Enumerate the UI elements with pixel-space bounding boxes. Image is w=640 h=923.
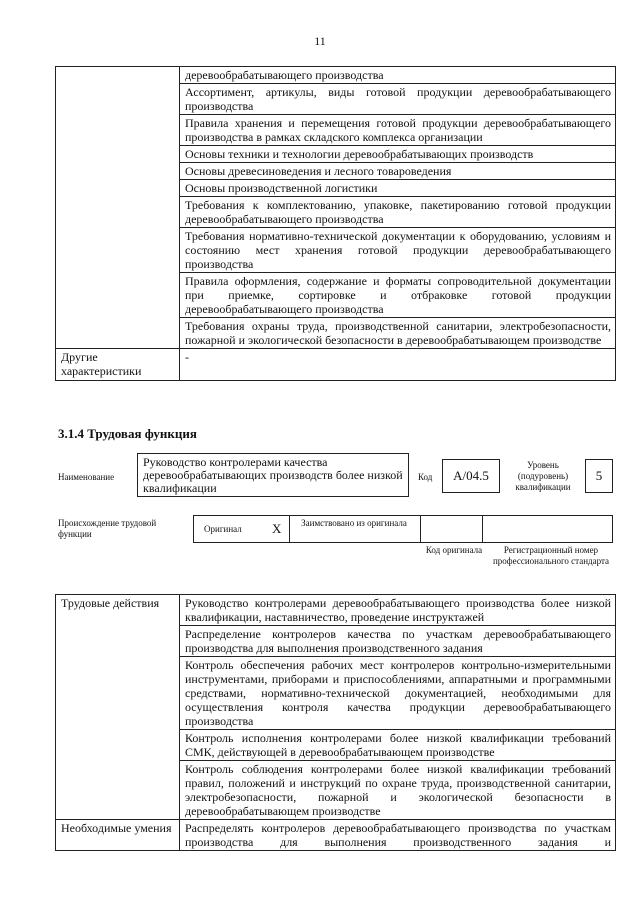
knowledge-item: Основы производственной логистики bbox=[180, 180, 616, 197]
knowledge-item: деревообрабатывающего производства bbox=[180, 67, 616, 84]
function-name-value: Руководство контролерами качества деревообрабатывающих производств более низкой квалификации bbox=[143, 455, 403, 495]
origin-divider bbox=[289, 516, 290, 542]
knowledge-item: Правила оформления, содержание и форматы сопроводительной документации при приемке, сортировке и отбраковке готовой продукции деревообрабатывающего производства bbox=[180, 273, 616, 318]
other-characteristics-label: Другие характеристики bbox=[56, 349, 180, 381]
skills-label: Необходимые умения bbox=[56, 820, 180, 851]
labor-action-item: Руководство контролерами деревообрабатывающего производства более низкой квалификации, наставничество, проведение инструктажей bbox=[180, 595, 616, 626]
level-value: 5 bbox=[595, 468, 603, 483]
code-label: Код bbox=[418, 472, 433, 482]
labor-actions-label: Трудовые действия bbox=[56, 595, 180, 820]
labor-action-item: Контроль соблюдения контролерами более низкой квалификации требований правил, положений и инструкций по охране труда, производственной санитарии, электробезопасности, пожарной и экологической безопасности в деревообрабатывающем производстве bbox=[180, 761, 616, 820]
level-label: Уровень (подуровень) квалификации bbox=[515, 460, 571, 492]
code-value: A/04.5 bbox=[453, 468, 489, 483]
other-characteristics-value: - bbox=[180, 349, 616, 381]
knowledge-item: Основы техники и технологии деревообрабатывающих производств bbox=[180, 146, 616, 163]
code-caption: Код оригинала bbox=[425, 545, 483, 555]
page-number: 11 bbox=[314, 34, 326, 48]
knowledge-item: Правила хранения и перемещения готовой продукции деревообрабатывающего производства в рамках складского комплекса организации bbox=[180, 115, 616, 146]
labor-action-item: Распределение контролеров качества по участкам деревообрабатывающего производства для выполнения производственного задания bbox=[180, 626, 616, 657]
origin-divider bbox=[420, 516, 421, 542]
origin-label: Происхождение трудовой функции bbox=[58, 518, 157, 539]
original-mark: X bbox=[272, 521, 282, 536]
function-name-box bbox=[137, 453, 409, 497]
knowledge-item: Требования нормативно-технической документации к оборудованию, условиям и состоянию мест хранения готовой продукции деревообрабатывающего производства bbox=[180, 228, 616, 273]
section-title: 3.1.4 Трудовая функция bbox=[58, 426, 197, 441]
labor-action-item: Контроль исполнения контролерами более низкой квалификации требований СМК, действующей в деревообрабатывающем производстве bbox=[180, 730, 616, 761]
borrowed-label: Заимствовано из оригинала bbox=[301, 518, 407, 528]
knowledge-item: Требования к комплектованию, упаковке, пакетированию готовой продукции деревообрабатывающего производства bbox=[180, 197, 616, 228]
labor-actions-table bbox=[55, 594, 616, 851]
origin-box bbox=[193, 515, 613, 543]
knowledge-label-cell bbox=[56, 67, 180, 349]
knowledge-item: Требования охраны труда, производственной санитарии, электробезопасности, пожарной и экологической безопасности в деревообрабатывающем производстве bbox=[180, 318, 616, 349]
skill-item: Распределять контролеров деревообрабатывающего производства по участкам производства для выполнения производственного задания и bbox=[180, 820, 616, 851]
code-box bbox=[442, 459, 500, 493]
original-label: Оригинал bbox=[204, 524, 242, 534]
knowledge-table bbox=[55, 66, 616, 381]
name-label: Наименование bbox=[58, 472, 115, 482]
origin-divider bbox=[482, 516, 483, 542]
labor-action-item: Контроль обеспечения рабочих мест контролеров контрольно-измерительными инструментами, приборами и приспособлениями, аппаратными и программными средствами, нормативно-технической документацией, необходимыми для осуществления контроля качества продукции деревообрабатывающего производства bbox=[180, 657, 616, 730]
reg-caption: Регистрационный номер профессионального стандарта bbox=[492, 545, 610, 566]
knowledge-item: Ассортимент, артикулы, виды готовой продукции деревообрабатывающего производства bbox=[180, 84, 616, 115]
knowledge-item: Основы древесиноведения и лесного товароведения bbox=[180, 163, 616, 180]
level-box bbox=[585, 459, 613, 493]
